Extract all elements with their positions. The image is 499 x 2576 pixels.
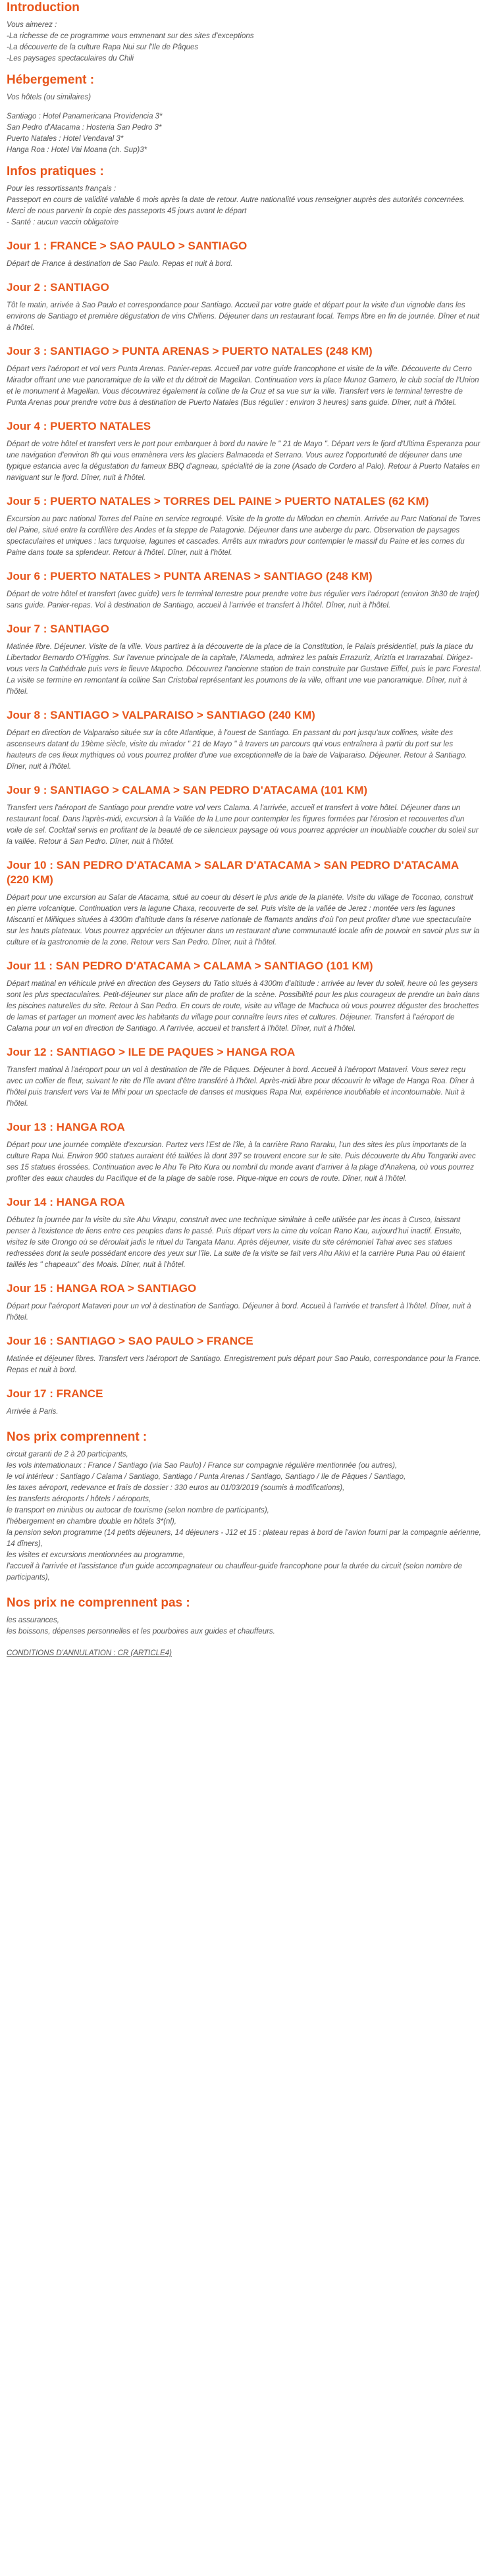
intro-title: Introduction xyxy=(7,1,80,14)
day-title: Jour 11 : SAN PEDRO D'ATACAMA > CALAMA > SANTIAGO (101 KM) xyxy=(7,960,373,972)
infos-line: Pour les ressortissants français : xyxy=(7,185,117,193)
day-text: Arrivée à Paris. xyxy=(7,1408,59,1416)
intro-line: -Les paysages spectaculaires du Chili xyxy=(7,55,134,63)
prix-comprend-line: l'hébergement en chambre double en hôtels 3*(nl), xyxy=(7,1518,176,1526)
intro-line: -La découverte de la culture Rapa Nui sur l'Ile de Pâques xyxy=(7,43,199,51)
hebergement-line: San Pedro d'Atacama : Hosteria San Pedro 3* xyxy=(7,124,162,132)
day-title: Jour 9 : SANTIAGO > CALAMA > SAN PEDRO D'ATACAMA (101 KM) xyxy=(7,784,368,796)
hebergement-line: Santiago : Hotel Panamericana Providencia 3* xyxy=(7,113,163,120)
day-10 xyxy=(7,858,482,948)
day-text: Départ pour une excursion au Salar de Atacama, situé au coeur du désert le plus aride de la planète. Visite du village de Toconao, construit en pierre volcanique. Continuation vers la lagune Chaxa, recouverte de sel. Puis visite de la vallée de Jerez : montée vers les lagunes Miscanti et Miñiques situées à 4300m d'altitude dans la réserve nationale de flamants andins d'où l'on peut profiter d'une vue spectaculaire sur les hauts plateaux. Vous pourrez apprécier un déjeuner dans un restaurant d'une communauté locale afin de pouvoir en savoir plus sur la culture et la gastronomie de la zone. Retour vers San Pedro. Dîner, nuit à l'hôtel. xyxy=(7,894,480,946)
prix-comprend-line: les taxes aéroport, redevance et frais de dossier : 330 euros au 01/03/2019 (soumis à modifications), xyxy=(7,1484,345,1492)
day-text: Départ en direction de Valparaiso située sur la côte Atlantique, à l'ouest de Santiago. En passant du port jusqu'aux collines, visite des ascenseurs datant du 19ème siècle, visite du mirador " 21 de Mayo " à travers un parcours qui vous entraînera à partir du port sur les hauteurs de ces lieux mythiques où vous pourrez profiter d'une vue exceptionnelle de la baie de Valparaiso. Déjeuner. Retour à Santiago. Dîner, nuit à l'hôtel. xyxy=(7,729,467,771)
hebergement-line: Hanga Roa : Hotel Vai Moana (ch. Sup)3* xyxy=(7,146,147,154)
day-3 xyxy=(7,344,482,409)
prix-comprend-line: le vol intérieur : Santiago / Calama / Santiago, Santiago / Punta Arenas / Santiago, Santiago / Ile de Pâques / Santiago, xyxy=(7,1473,406,1481)
day-9 xyxy=(7,783,482,848)
prix-comprend-lines xyxy=(7,1449,482,1584)
day-text: Matinée libre. Déjeuner. Visite de la ville. Vous partirez à la découverte de la place de la Constitution, le Palais présidentiel, puis la place du Libertador Bernardo O'Higgins. Sur l'avenue principale de la capitale, l'Alameda, admirez les palais Errazuriz, Ariztía et Irarrazabal. Dirigez-vous vers la Cathédrale puis vers le fleuve Mapocho. Découvrez l'ancienne station de train construite par Gustave Eiffel, puis le parc Forestal. La visite se termine en remontant la colline San Cristobal représentant les poumons de la ville, offrant une vue panoramique. Dîner, nuit à l'hôtel. xyxy=(7,643,482,696)
prix-comprend-line: le transport en minibus ou autocar de tourisme (selon nombre de participants), xyxy=(7,1507,269,1514)
day-7 xyxy=(7,622,482,698)
day-1 xyxy=(7,239,482,270)
cancellation-conditions-link[interactable]: CONDITIONS D'ANNULATION : CR (ARTICLE4) xyxy=(7,1649,172,1657)
day-11 xyxy=(7,959,482,1035)
day-title: Jour 8 : SANTIAGO > VALPARAISO > SANTIAGO (240 KM) xyxy=(7,709,315,721)
day-list xyxy=(7,239,482,1418)
day-text: Départ pour une journée complète d'excursion. Partez vers l'Est de l'île, à la carrière Rano Raraku, l'un des sites les plus importants de la culture Rapa Nui. Environ 900 statues auraient été taillées là dont 397 se trouvent encore sur le site. Puis découverte du Ahu Tongariki avec ses 15 statues érossées. Continuation avec le Ahu Te Pito Kura ou nombril du monde avant d'arriver à la plage d'Anakena, où vous pourrez profiter des eaux chaudes du Pacifique et de la plage de sable rose. Pique-nique en cours de route. Dîner, nuit à l'hôtel. xyxy=(7,1141,476,1183)
day-14 xyxy=(7,1195,482,1271)
prix-comprend-line: l'accueil à l'arrivée et l'assistance d'un guide accompagnateur ou chauffeur-guide francophone pour la durée du circuit (selon nombre de participants), xyxy=(7,1562,462,1582)
day-text: Départ de votre hôtel et transfert vers le port pour embarquer à bord du navire le " 21 de Mayo ". Départ vers le fjord d'Ultima Esperanza pour une navigation d'environ 8h qui vous emmènera vers les glaciers Balmaceda et Serrano. Vous aurez l'opportunité de déjeuner dans une typique estancia avec la dégustation du fameux BBQ d'agneau, spécialité de la zone (Asado de Cordero al Palo). Retour à Puerto Natales en naviguant sur le fjord. Dîner, nuit à l'hôtel. xyxy=(7,440,481,482)
prix-comprend-line: les vols internationaux : France / Santiago (via Sao Paulo) / France sur compagnie régulière mentionnée (ou autres), xyxy=(7,1462,398,1470)
hebergement-lines xyxy=(7,92,482,156)
day-17 xyxy=(7,1387,482,1418)
prix-comprend-line: la pension selon programme (14 petits déjeuners, 14 déjeuners - J12 et 15 : plateau repas à bord de l'avion fourni par la compagnie aérienne, 14 dîners), xyxy=(7,1529,481,1548)
day-title: Jour 17 : FRANCE xyxy=(7,1387,103,1400)
day-title: Jour 3 : SANTIAGO > PUNTA ARENAS > PUERTO NATALES (248 KM) xyxy=(7,345,373,357)
prix-ne-comprend-title: Nos prix ne comprennent pas : xyxy=(7,1596,190,1610)
day-title: Jour 6 : PUERTO NATALES > PUNTA ARENAS > SANTIAGO (248 KM) xyxy=(7,570,373,582)
hebergement-line: Vos hôtels (ou similaires) xyxy=(7,93,92,101)
day-8 xyxy=(7,708,482,773)
infos-line: Merci de nous parvenir la copie des passeports 45 jours avant le départ xyxy=(7,207,247,215)
day-text: Départ de France à destination de Sao Paulo. Repas et nuit à bord. xyxy=(7,260,233,268)
intro-line: -La richesse de ce programme vous emmenant sur des sites d'exceptions xyxy=(7,32,254,40)
day-text: Transfert matinal à l'aéroport pour un vol à destination de l'île de Pâques. Déjeuner à bord. Accueil à l'aéroport Mataveri. Vous serez reçu avec un collier de fleur, suivant le rite de l'île avant d'être transféré à l'hôtel. Après-midi libre pour découvrir le village de Hanga Roa. Dîner à l'hôtel puis transfert vers Vai te Mihi pour un spectacle de danses et musiques Rapa Nui, expérience inoubliable et incontournable. Nuit à l'hôtel. xyxy=(7,1066,475,1108)
day-16 xyxy=(7,1334,482,1376)
day-text: Départ vers l'aéroport et vol vers Punta Arenas. Panier-repas. Accueil par votre guide francophone et visite de la ville. Découverte du Cerro Mirador offrant une vue panoramique de la ville et du détroit de Magellan. Continuation vers la place Munoz Gamero, le club social de l'Union et le monument à Magellan. Vous découvrirez également la colline de la Cruz et sa vue sur la ville. Transfert vers le terminal terrestre de Punta Arenas pour prendre votre bus à destination de Puerto Natales (Bus régulier : environ 3 heures) sans guide. Dîner, nuit à l'hôtel. xyxy=(7,365,479,407)
day-text: Débutez la journée par la visite du site Ahu Vinapu, construit avec une technique similaire à celle utilisée par les incas à Cusco, laissant penser à l'existence de liens entre ces peuples dans le passé. Puis départ vers la cime du volcan Rano Kau, aujourd'hui inactif. Ensuite, visitez le site Orongo où se déroulait jadis le rituel du Tangata Manu. Après déjeuner, visite du site cérémoniel Tahai avec ses statues redressées dont la seule possédant encore des yeux sur l'île. La suite de la visite se fait vers Ahu Akivi et la carrière Puna Pau où étaient taillés les " chapeaux" des Moais. Dîner, nuit à l'hôtel. xyxy=(7,1216,465,1269)
prix-comprend-line: circuit garanti de 2 à 20 participants, xyxy=(7,1451,128,1458)
day-title: Jour 7 : SANTIAGO xyxy=(7,623,109,635)
hebergement-line: Puerto Natales : Hotel Vendaval 3* xyxy=(7,135,124,143)
day-title: Jour 5 : PUERTO NATALES > TORRES DEL PAINE > PUERTO NATALES (62 KM) xyxy=(7,495,429,507)
day-5 xyxy=(7,494,482,559)
infos-title: Infos pratiques : xyxy=(7,165,104,178)
day-6 xyxy=(7,569,482,611)
day-title: Jour 12 : SANTIAGO > ILE DE PAQUES > HANGA ROA xyxy=(7,1046,296,1058)
infos-line: - Santé : aucun vaccin obligatoire xyxy=(7,219,119,226)
prix-ne-comprend-lines xyxy=(7,1615,482,1637)
day-title: Jour 13 : HANGA ROA xyxy=(7,1121,125,1133)
intro-lines xyxy=(7,20,482,64)
day-title: Jour 10 : SAN PEDRO D'ATACAMA > SALAR D'ATACAMA > SAN PEDRO D'ATACAMA (220 KM) xyxy=(7,859,459,886)
day-title: Jour 16 : SANTIAGO > SAO PAULO > FRANCE xyxy=(7,1335,253,1347)
day-title: Jour 1 : FRANCE > SAO PAULO > SANTIAGO xyxy=(7,240,248,252)
prix-comprend-line: les transferts aéroports / hôtels / aéroports, xyxy=(7,1495,151,1503)
day-text: Matinée et déjeuner libres. Transfert vers l'aéroport de Santiago. Enregistrement puis départ pour Sao Paulo, correspondance pour la France. Repas et nuit à bord. xyxy=(7,1355,481,1374)
day-13 xyxy=(7,1120,482,1185)
day-title: Jour 4 : PUERTO NATALES xyxy=(7,420,151,432)
day-text: Tôt le matin, arrivée à Sao Paulo et correspondance pour Santiago. Accueil par votre guide et départ pour la visite d'un vignoble dans les environs de Santiago et première dégustation de vins Chiliens. Déjeuner dans un restaurant local. Temps libre en fin de journée. Dîner et nuit à l'hôtel. xyxy=(7,301,480,332)
prix-ne-comprend-line: les boissons, dépenses personnelles et les pourboires aux guides et chauffeurs. xyxy=(7,1628,275,1636)
day-text: Transfert vers l'aéroport de Santiago pour prendre votre vol vers Calama. A l'arrivée, accueil et transfert à votre hôtel. Déjeuner dans un restaurant local. Dans l'après-midi, excursion à la Vallée de la Lune pour contempler les figures formées par l'érosion et recouvertes d'un voile de sel. Cocktail servis en profitant de la beauté de ce silencieux paysage où vous pourrez apprécier un inoubliable coucher du soleil sur la vallée. Retour à San Pedro. Dîner, nuit à l'hôtel. xyxy=(7,804,479,846)
hebergement-title: Hébergement : xyxy=(7,73,95,87)
day-4 xyxy=(7,419,482,484)
day-15 xyxy=(7,1281,482,1324)
prix-ne-comprend-line: les assurances, xyxy=(7,1616,59,1624)
day-title: Jour 15 : HANGA ROA > SANTIAGO xyxy=(7,1282,197,1295)
day-title: Jour 2 : SANTIAGO xyxy=(7,281,109,294)
day-text: Excursion au parc national Torres del Paine en service regroupé. Visite de la grotte du Milodon en chemin. Arrivée au Parc National de Torres del Paine, situé entre la cordillère des Andes et la steppe de Patagonie. Déjeuner dans une auberge du parc. Observation de paysages spectaculaires et uniques : lacs turquoise, lagunes et cascades. Arrêts aux miradors pour contempler le massif du Paine et les cornes du Paine dans toute sa splendeur. Retour à l'hôtel. Dîner, nuit à l'hôtel. xyxy=(7,515,481,557)
infos-line: Passeport en cours de validité valable 6 mois après la date de retour. Autre nationalité vous renseigner auprès des autorités concernées. xyxy=(7,196,465,204)
day-text: Départ de votre hôtel et transfert (avec guide) vers le terminal terrestre pour prendre votre bus régulier vers l'aéroport (environ 3h30 de trajet) sans guide. Panier-repas. Vol à destination de Santiago, accueil à l'arrivée et transfert à l'hôtel. Dîner, nuit à l'hôtel. xyxy=(7,590,480,609)
prix-comprend-title: Nos prix comprennent : xyxy=(7,1430,147,1444)
intro-line: Vous aimerez : xyxy=(7,21,57,29)
infos-lines xyxy=(7,184,482,228)
day-text: Départ matinal en véhicule privé en direction des Geysers du Tatio situés à 4300m d'altitude : arrivée au lever du soleil, heure où les geysers sont les plus spectaculaires. Petit-déjeuner sur place afin de profiter de la scène. Possibilité pour les plus courageux de prendre un bain dans les piscines naturelles du site. Retour à San Pedro. En cours de route, visite au village de Machuca où vous pourrez déguster des brochettes de lamas et partager un moment avec les habitants du village pour connaître leurs rites et cultures. Déjeuner. Transfert à l'aéroport de Calama pour un vol en direction de Santiago. A l'arrivée, accueil et transfert à l'hôtel. Dîner, nuit à l'hôtel. xyxy=(7,980,480,1033)
day-title: Jour 14 : HANGA ROA xyxy=(7,1196,125,1208)
day-12 xyxy=(7,1045,482,1110)
day-text: Départ pour l'aéroport Mataveri pour un vol à destination de Santiago. Déjeuner à bord. Accueil à l'arrivée et transfert à l'hôtel. Dîner, nuit à l'hôtel. xyxy=(7,1302,471,1322)
day-2 xyxy=(7,280,482,334)
prix-comprend-line: les visites et excursions mentionnées au programme, xyxy=(7,1551,186,1559)
